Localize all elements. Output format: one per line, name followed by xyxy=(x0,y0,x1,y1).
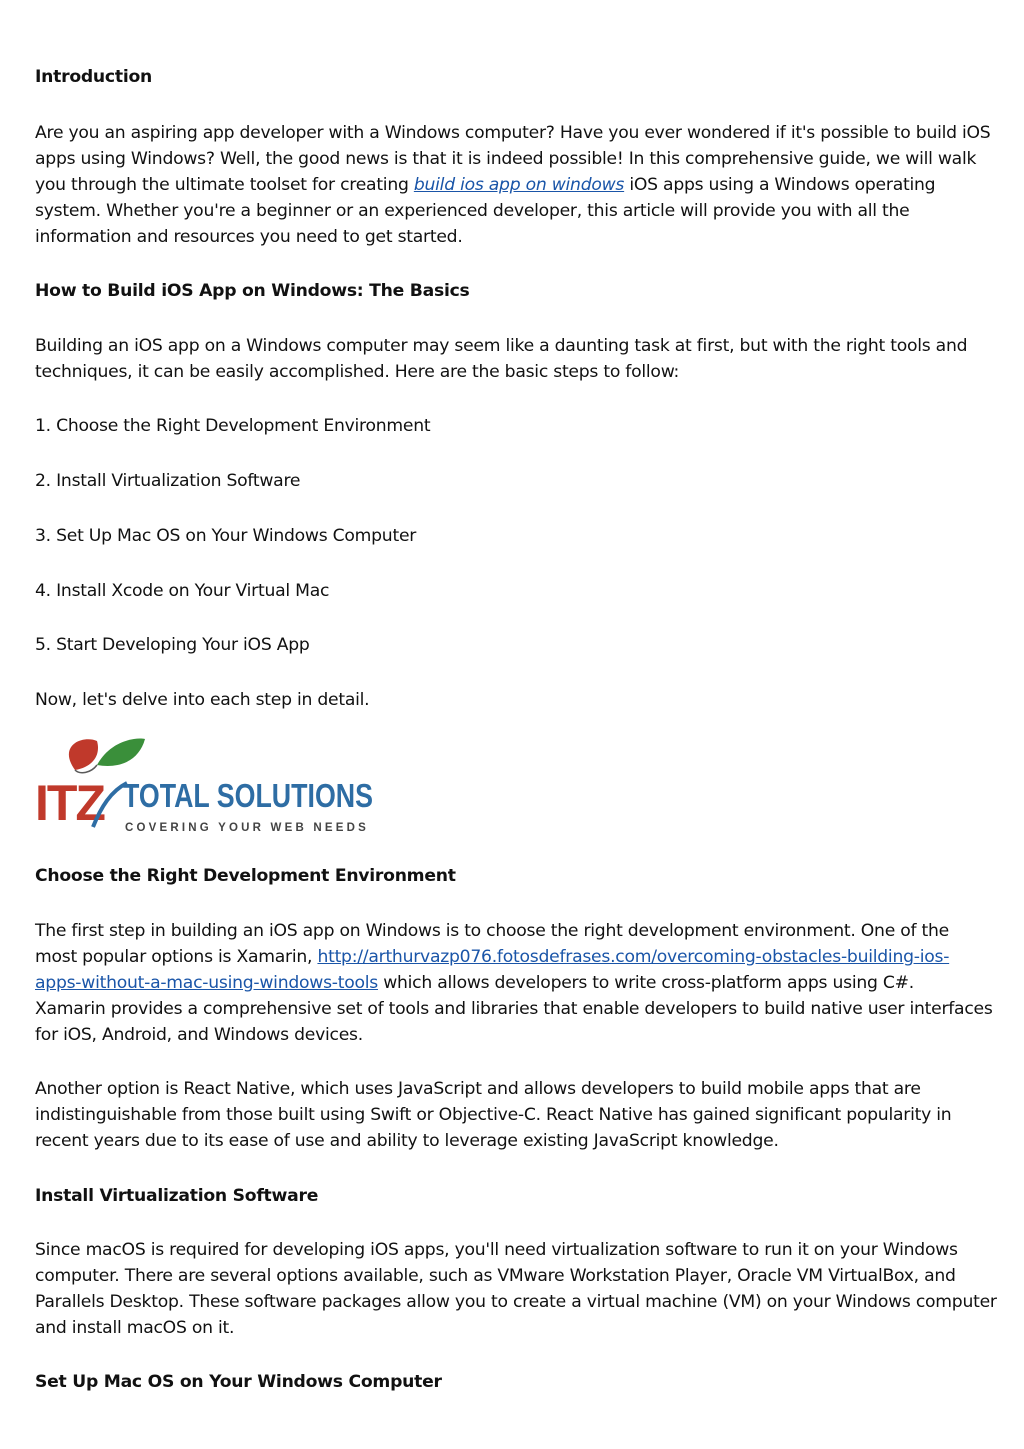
env-p1-line-4: Xamarin provides a comprehensive set of tools and libraries that enable developers to build native user interfaces xyxy=(35,999,993,1019)
step-5: 5. Start Developing Your iOS App xyxy=(35,635,310,655)
basics-line-1: Building an iOS app on a Windows computer may seem like a daunting task at first, but with the right tools and xyxy=(35,336,968,356)
xamarin-article-link-part2[interactable]: apps-without-a-mac-using-windows-tools xyxy=(35,973,378,993)
env-p1-line-5: for iOS, Android, and Windows devices. xyxy=(35,1025,363,1045)
step-3: 3. Set Up Mac OS on Your Windows Computer xyxy=(35,526,417,546)
intro-line-1: Are you an aspiring app developer with a Windows computer? Have you ever wondered if it's possible to build iOS xyxy=(35,123,991,143)
intro-line-4: system. Whether you're a beginner or an experienced developer, this article will provide you with all the xyxy=(35,201,910,221)
step-2: 2. Install Virtualization Software xyxy=(35,471,301,491)
virt-line-1: Since macOS is required for developing iOS apps, you'll need virtualization software to run it on your Windows xyxy=(35,1240,958,1260)
env-p1-line-2: most popular options is Xamarin, http://arthurvazp076.fotosdefrases.com/overcoming-obstacles-building-ios- xyxy=(35,947,950,967)
xamarin-article-link-part1[interactable]: http://arthurvazp076.fotosdefrases.com/overcoming-obstacles-building-ios- xyxy=(317,947,950,967)
intro-line-5: information and resources you need to get started. xyxy=(35,227,463,247)
logo-total-solutions-text: TOTAL SOLUTIONS xyxy=(123,777,373,814)
env-p1-line-3: apps-without-a-mac-using-windows-tools which allows developers to write cross-platform apps using C#. xyxy=(35,973,914,993)
virt-line-2: computer. There are several options available, such as VMware Workstation Player, Oracle VM VirtualBox, and xyxy=(35,1266,956,1286)
macos-heading: Set Up Mac OS on Your Windows Computer xyxy=(35,1372,442,1392)
env-p2-line-1: Another option is React Native, which uses JavaScript and allows developers to build mobile apps that are xyxy=(35,1079,921,1099)
virt-line-4: and install macOS on it. xyxy=(35,1318,235,1338)
env-heading: Choose the Right Development Environment xyxy=(35,866,456,886)
logo-itz-text: ITZ xyxy=(35,775,104,831)
virt-line-3: Parallels Desktop. These software packages allow you to create a virtual machine (VM) on your Windows computer xyxy=(35,1292,997,1312)
env-p2-line-3: recent years due to its ease of use and ability to leverage existing JavaScript knowledge. xyxy=(35,1131,779,1151)
virt-heading: Install Virtualization Software xyxy=(35,1186,319,1206)
env-p2-line-2: indistinguishable from those built using Swift or Objective-C. React Native has gained significant popularity in xyxy=(35,1105,952,1125)
intro-line-3: you through the ultimate toolset for creating build ios app on windows iOS apps using a Windows operating xyxy=(35,175,936,195)
step-4: 4. Install Xcode on Your Virtual Mac xyxy=(35,581,330,601)
itz-total-solutions-logo xyxy=(35,735,380,835)
logo-tagline-text: COVERING YOUR WEB NEEDS xyxy=(125,822,369,834)
env-p1-line-1: The first step in building an iOS app on Windows is to choose the right development environment. One of the xyxy=(35,921,949,941)
basics-line-2: techniques, it can be easily accomplished. Here are the basic steps to follow: xyxy=(35,362,680,382)
intro-line-2: apps using Windows? Well, the good news is that it is indeed possible! In this comprehensive guide, we will walk xyxy=(35,149,977,169)
build-ios-link[interactable]: build ios app on windows xyxy=(413,175,625,195)
intro-heading: Introduction xyxy=(35,67,153,87)
delve-text: Now, let's delve into each step in detail. xyxy=(35,690,370,710)
step-1: 1. Choose the Right Development Environment xyxy=(35,416,431,436)
basics-heading: How to Build iOS App on Windows: The Basics xyxy=(35,281,470,301)
